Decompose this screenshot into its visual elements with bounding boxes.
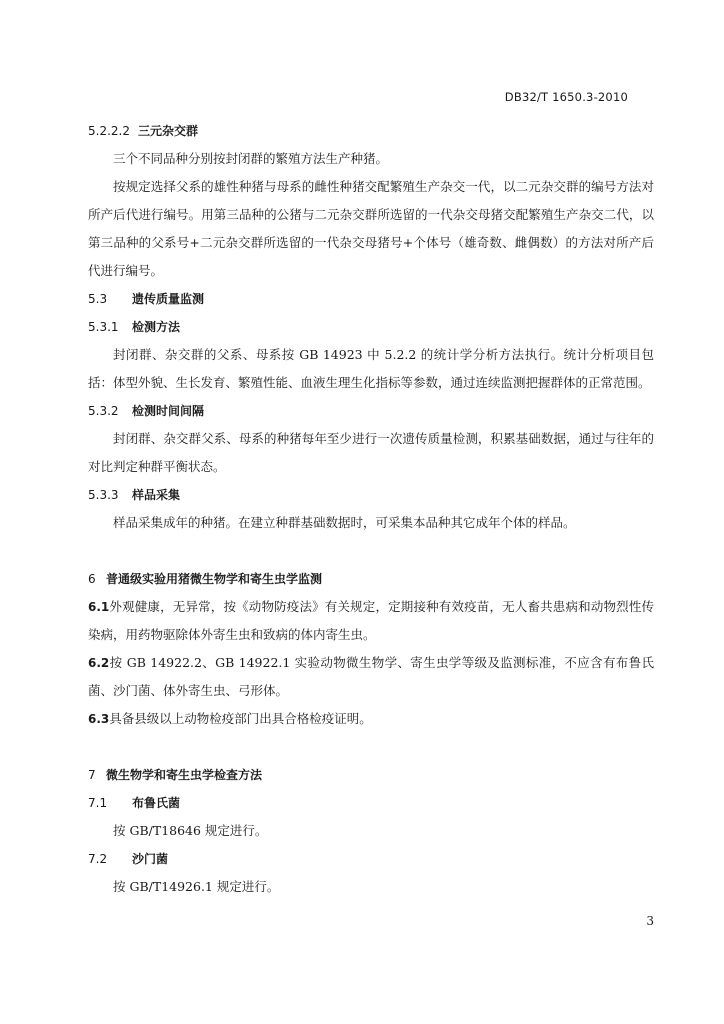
clause-number: 6.1 bbox=[88, 600, 110, 614]
clause-text: 具备县级以上动物检疫部门出具合格检疫证明。 bbox=[109, 711, 372, 726]
clause-number: 6.3 bbox=[88, 712, 110, 726]
page-number: 3 bbox=[646, 914, 654, 928]
section-spacer bbox=[88, 537, 654, 565]
clause-6-1 bbox=[88, 593, 654, 649]
paragraph: 按 GB/T18646 规定进行。 bbox=[113, 823, 268, 838]
paragraph: 封闭群、杂交群父系、母系的种猪每年至少进行一次遗传质量检测，积累基础数据，通过与往年的对比判定种群平衡状态。 bbox=[88, 431, 654, 474]
heading-5-3-1 bbox=[88, 313, 654, 341]
clause-6-2 bbox=[88, 649, 654, 705]
heading-number: 5.3.2 bbox=[88, 404, 119, 418]
clause-number: 6.2 bbox=[88, 656, 110, 670]
heading-5-3 bbox=[88, 285, 654, 313]
heading-5-3-2 bbox=[88, 397, 654, 425]
standard-code: DB32/T 1650.3-2010 bbox=[504, 90, 628, 104]
heading-number: 7.1 bbox=[88, 796, 108, 810]
paragraph: 按规定选择父系的雄性种猪与母系的雌性种猪交配繁殖生产杂交一代，以二元杂交群的编号方法对所产后代进行编号。用第三品种的公猪与二元杂交群所选留的一代杂交母猪交配繁殖生产杂交二代，以第三品种的父系号+二元杂交群所选留的一代杂交母猪号+个体号（雄奇数、雌偶数）的方法对所产后代进行编号。 bbox=[88, 179, 654, 278]
heading-number: 7.2 bbox=[88, 852, 108, 866]
section-spacer bbox=[88, 733, 654, 761]
clause-6-3 bbox=[88, 705, 654, 733]
heading-title: 沙门菌 bbox=[132, 852, 169, 866]
heading-number: 5.3.3 bbox=[88, 488, 119, 502]
heading-7 bbox=[88, 761, 654, 789]
paragraph: 按 GB/T14926.1 规定进行。 bbox=[113, 879, 280, 894]
heading-title: 普通级实验用猪微生物学和寄生虫学监测 bbox=[106, 572, 323, 586]
paragraph: 样品采集成年的种猪。在建立种群基础数据时，可采集本品种其它成年个体的样品。 bbox=[113, 515, 576, 530]
heading-title: 检测方法 bbox=[132, 320, 181, 334]
heading-number: 7 bbox=[88, 768, 96, 782]
clause-text: 按 GB 14922.2、GB 14922.1 实验动物微生物学、寄生虫学等级及监测标准，不应含有布鲁氏菌、沙门菌、体外寄生虫、弓形体。 bbox=[88, 655, 654, 698]
heading-number: 6 bbox=[88, 572, 96, 586]
heading-title: 三元杂交群 bbox=[138, 124, 199, 138]
heading-6 bbox=[88, 565, 654, 593]
heading-title: 布鲁氏菌 bbox=[132, 796, 181, 810]
heading-title: 遗传质量监测 bbox=[132, 292, 205, 306]
paragraph: 三个不同品种分别按封闭群的繁殖方法生产种猪。 bbox=[113, 151, 389, 166]
document-body bbox=[88, 117, 654, 901]
paragraph: 封闭群、杂交群的父系、母系按 GB 14923 中 5.2.2 的统计学分析方法执行。统计分析项目包括：体型外貌、生长发育、繁殖性能、血液生理生化指标等参数，通过连续监测把握群体的正常范围。 bbox=[88, 347, 654, 390]
heading-title: 样品采集 bbox=[132, 488, 181, 502]
heading-title: 检测时间间隔 bbox=[132, 404, 205, 418]
heading-7-2 bbox=[88, 845, 654, 873]
heading-5-2-2-2 bbox=[88, 117, 654, 145]
heading-number: 5.2.2.2 bbox=[88, 124, 130, 138]
heading-title: 微生物学和寄生虫学检查方法 bbox=[106, 768, 263, 782]
heading-number: 5.3 bbox=[88, 292, 108, 306]
clause-text: 外观健康，无异常，按《动物防疫法》有关规定，定期接种有效疫苗，无人畜共患病和动物烈性传染病，用药物驱除体外寄生虫和致病的体内寄生虫。 bbox=[88, 599, 654, 642]
heading-7-1 bbox=[88, 789, 654, 817]
heading-5-3-3 bbox=[88, 481, 654, 509]
heading-number: 5.3.1 bbox=[88, 320, 119, 334]
